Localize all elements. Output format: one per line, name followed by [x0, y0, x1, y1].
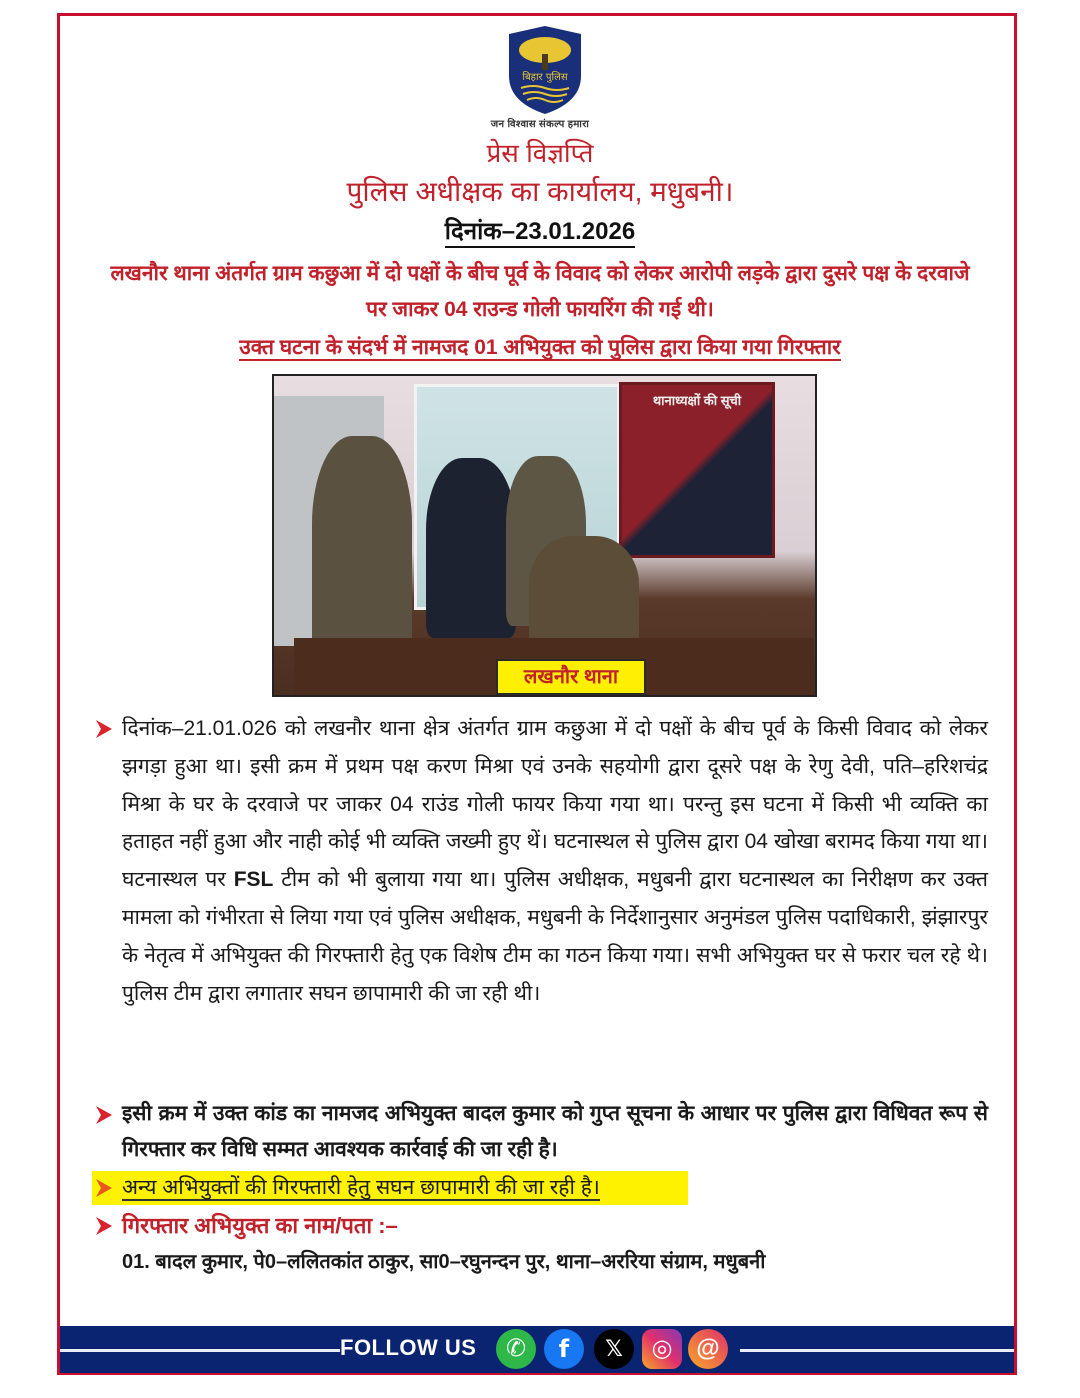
office-name: पुलिस अधीक्षक का कार्यालय, मधुबनी। — [346, 176, 734, 207]
incident-paragraph: दिनांक–21.01.026 को लखनौर थाना क्षेत्र अंतर्गत ग्राम कछुआ में दो पक्षों के बीच पूर्व के किसी विवाद को लेकर झगड़ा हुआ था। इसी क्रम में प्रथम पक्ष करण मिश्रा एवं उनके सहयोगी द्वारा दूसरे पक्ष के रेणु देवी, पति–हरिशचंद्र मिश्रा के घर के दरवाजे पर जाकर 04 राउंड गोली फायर किया गया था। परन्तु इस घटना में किसी भी व्यक्ति का हताहत नहीं हुआ और नाही कोई भी व्यक्ति जख्मी हुए थें। घटनास्थल से पुलिस द्वारा 04 खोखा बरामद किया गया था। घटनास्थल पर FSL टीम को भी बुलाया गया था। पुलिस अधीक्षक, मधुबनी द्वारा घटनास्थल का निरीक्षण कर उक्त मामला को गंभीरता से लिया गया एवं पुलिस अधीक्षक, मधुबनी के निर्देशानुसार अनुमंडल पुलिस पदाधिकारी, झंझारपुर के नेतृत्व में अभियुक्त की गिरफ्तारी हेतु एक विशेष टीम का गठन किया गया। सभी अभियुक्त घर से फरार चल रहे थे। पुलिस टीम द्वारा लगातार सघन छापामारी की जा रही थी। — [122, 717, 988, 1005]
footer-line-left — [60, 1349, 340, 1352]
photo-notice-board: थानाध्यक्षों की सूची — [619, 382, 775, 558]
arrest-paragraph: इसी क्रम में उक्त कांड का नामजद अभियुक्त बादल कुमार को गुप्त सूचना के आधार पर पुलिस द्वारा विधिवत रूप से गिरफ्तार कर विधि सम्मत आवश्यक कार्रवाई की जा रही है। — [122, 1102, 988, 1161]
photo-officer-standing — [312, 436, 412, 656]
police-station-photo — [272, 374, 817, 697]
footer-bar — [60, 1326, 1014, 1373]
arrow-bullet-icon — [94, 1215, 114, 1237]
station-label: लखनौर थाना — [496, 659, 646, 695]
fsl-bold: FSL — [233, 868, 274, 892]
follow-us-label: FOLLOW US — [340, 1335, 477, 1360]
bihar-police-logo — [505, 24, 585, 116]
facebook-icon[interactable]: f — [544, 1329, 584, 1369]
threads-icon[interactable]: @ — [688, 1329, 728, 1369]
photo-accused — [426, 458, 516, 638]
svg-text:बिहार पुलिस: बिहार पुलिस — [522, 72, 568, 83]
headline-arrest: उक्त घटना के संदर्भ में नामजद 01 अभियुक्त को पुलिस द्वारा किया गया गिरफ्तार — [239, 336, 841, 359]
arrow-bullet-icon — [94, 1177, 114, 1199]
arrested-entry: 01. बादल कुमार, पे0–ललितकांत ठाकुर, सा0–रघुनन्दन पुर, थाना–अररिया संग्राम, मधुबनी — [122, 1251, 766, 1273]
logo-tagline: जन विश्वास संकल्प हमारा — [490, 119, 590, 130]
footer-line-right — [740, 1349, 1014, 1352]
raid-highlight-text: अन्य अभियुक्तों की गिरफ्तारी हेतु सघन छापामारी की जा रही है। — [122, 1176, 600, 1199]
instagram-icon[interactable]: ◎ — [642, 1329, 682, 1369]
press-release-title: प्रेस विज्ञप्ति — [486, 138, 594, 168]
whatsapp-icon[interactable]: ✆ — [496, 1329, 536, 1369]
arrow-bullet-icon — [94, 1104, 114, 1126]
headline-summary: लखनौर थाना अंतर्गत ग्राम कछुआ में दो पक्षों के बीच पूर्व के विवाद को लेकर आरोपी लड़के द्वारा दुसरे पक्ष के दरवाजे पर जाकर 04 राउन्ड गोली फायरिंग की गई थी। — [110, 262, 970, 321]
arrested-heading: गिरफ्तार अभियुक्त का नाम/पता :– — [122, 1213, 398, 1238]
arrow-bullet-icon — [94, 718, 114, 740]
x-twitter-icon[interactable]: 𝕏 — [594, 1329, 634, 1369]
release-date: दिनांक–23.01.2026 — [0, 214, 1080, 247]
